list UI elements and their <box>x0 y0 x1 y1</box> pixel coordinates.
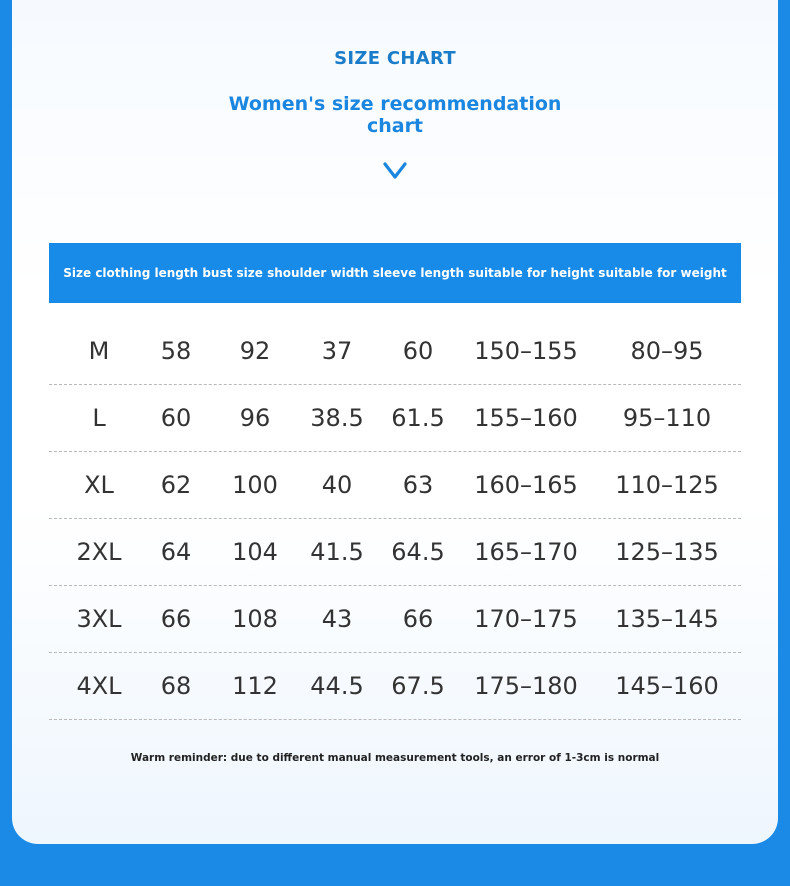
cell-height: 160–165 <box>474 471 578 499</box>
cell-shoulder-width: 44.5 <box>310 672 364 700</box>
cell-shoulder-width: 43 <box>321 605 353 633</box>
cell-bust: 96 <box>239 404 271 432</box>
cell-shoulder-width: 41.5 <box>310 538 364 566</box>
cell-weight: 125–135 <box>615 538 719 566</box>
cell-weight: 135–145 <box>615 605 719 633</box>
cell-bust: 92 <box>239 337 271 365</box>
subtitle-line-1: Women's size recommendation <box>228 93 562 115</box>
size-table <box>49 318 741 720</box>
cell-clothing-length: 68 <box>160 672 192 700</box>
cell-clothing-length: 62 <box>160 471 192 499</box>
cell-weight: 110–125 <box>615 471 719 499</box>
cell-bust: 104 <box>232 538 278 566</box>
cell-height: 175–180 <box>474 672 578 700</box>
table-row <box>49 318 741 385</box>
table-row <box>49 385 741 452</box>
cell-size: 4XL <box>76 672 122 700</box>
subtitle-line-2: chart <box>366 115 424 137</box>
cell-size: L <box>92 404 106 432</box>
table-row <box>49 452 741 519</box>
cell-height: 170–175 <box>474 605 578 633</box>
page-title: SIZE CHART <box>334 48 456 69</box>
cell-sleeve-length: 64.5 <box>391 538 445 566</box>
subtitle <box>0 93 790 137</box>
cell-clothing-length: 58 <box>160 337 192 365</box>
cell-size: 3XL <box>76 605 122 633</box>
cell-shoulder-width: 37 <box>321 337 353 365</box>
cell-weight: 145–160 <box>615 672 719 700</box>
cell-clothing-length: 64 <box>160 538 192 566</box>
cell-sleeve-length: 67.5 <box>391 672 445 700</box>
cell-bust: 112 <box>232 672 278 700</box>
cell-shoulder-width: 40 <box>321 471 353 499</box>
cell-height: 155–160 <box>474 404 578 432</box>
chevron-down-icon <box>383 160 407 182</box>
cell-sleeve-length: 66 <box>402 605 434 633</box>
cell-height: 165–170 <box>474 538 578 566</box>
cell-bust: 100 <box>232 471 278 499</box>
cell-size: M <box>88 337 110 365</box>
table-header-bar: Size clothing length bust size shoulder width sleeve length suitable for height suitable for weight <box>49 243 741 303</box>
cell-sleeve-length: 60 <box>402 337 434 365</box>
cell-shoulder-width: 38.5 <box>310 404 364 432</box>
cell-weight: 95–110 <box>622 404 712 432</box>
cell-clothing-length: 66 <box>160 605 192 633</box>
cell-size: 2XL <box>76 538 122 566</box>
warm-reminder: Warm reminder: due to different manual measurement tools, an error of 1-3cm is normal <box>130 752 660 764</box>
cell-clothing-length: 60 <box>160 404 192 432</box>
cell-sleeve-length: 63 <box>402 471 434 499</box>
cell-sleeve-length: 61.5 <box>391 404 445 432</box>
table-row <box>49 653 741 720</box>
table-row <box>49 586 741 653</box>
cell-bust: 108 <box>232 605 278 633</box>
cell-height: 150–155 <box>474 337 578 365</box>
cell-weight: 80–95 <box>630 337 704 365</box>
cell-size: XL <box>84 471 114 499</box>
table-row <box>49 519 741 586</box>
